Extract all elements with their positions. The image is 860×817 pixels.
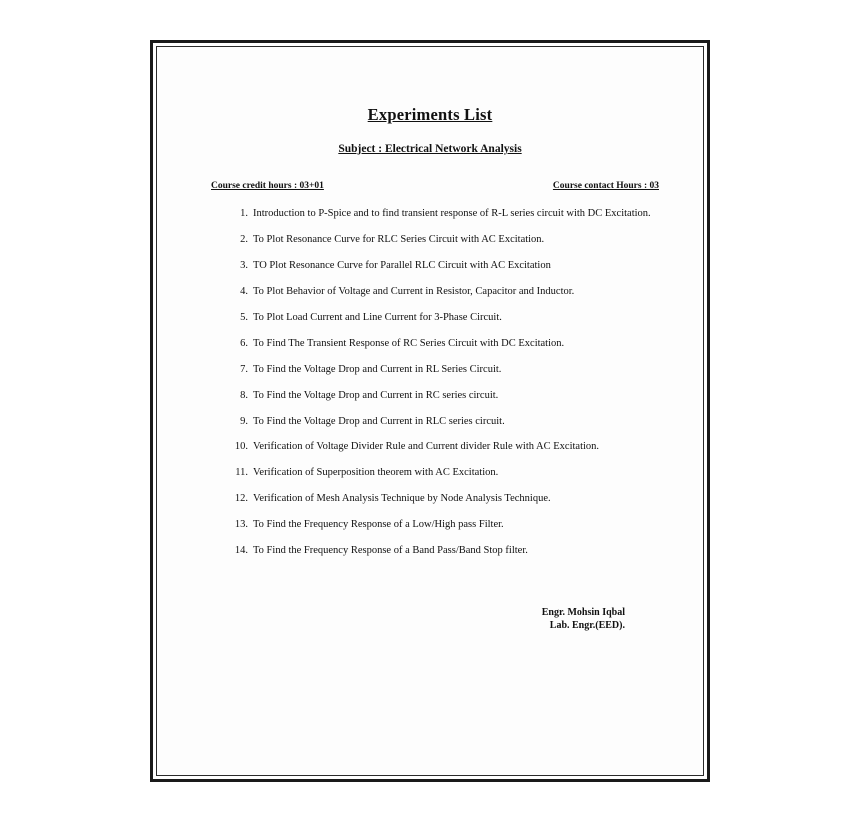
- document-page-border: [156, 46, 704, 776]
- list-item-label: To Find the Frequency Response of a Low/High pass Filter.: [253, 519, 504, 531]
- page-title: Experiments List: [367, 105, 493, 124]
- list-item-label: Verification of Mesh Analysis Technique by Node Analysis Technique.: [253, 493, 551, 505]
- document-page: [150, 40, 710, 782]
- list-item-label: Verification of Superposition theorem with AC Excitation.: [253, 467, 499, 479]
- list-item-number: 13.: [234, 519, 248, 531]
- document-content: [157, 47, 703, 775]
- page-subtitle: Subject : Electrical Network Analysis: [338, 143, 522, 155]
- list-item: [231, 337, 661, 350]
- list-item-label: To Find the Voltage Drop and Current in RL Series Circuit.: [253, 363, 502, 375]
- list-item: [231, 518, 661, 531]
- list-item: [231, 207, 661, 220]
- list-item: [231, 544, 661, 557]
- list-item-label: To Find the Voltage Drop and Current in RC series circuit.: [253, 389, 499, 401]
- list-item: [231, 259, 661, 272]
- list-item: [231, 466, 661, 479]
- list-item-number: 8.: [240, 389, 248, 401]
- list-item-number: 11.: [235, 467, 248, 479]
- list-item-number: 14.: [234, 545, 248, 557]
- list-item-label: To Plot Load Current and Line Current for 3-Phase Circuit.: [253, 311, 502, 323]
- list-item: [231, 311, 661, 324]
- list-item-number: 6.: [240, 337, 248, 349]
- list-item-label: To Plot Behavior of Voltage and Current in Resistor, Capacitor and Inductor.: [253, 285, 575, 297]
- list-item-label: Verification of Voltage Divider Rule and Current divider Rule with AC Excitation.: [253, 441, 600, 453]
- list-item-number: 10.: [234, 441, 248, 453]
- list-item-label: TO Plot Resonance Curve for Parallel RLC Circuit with AC Excitation: [253, 259, 551, 271]
- course-contact-hours: Course contact Hours : 03: [552, 181, 659, 191]
- list-item-label: To Plot Resonance Curve for RLC Series Circuit with AC Excitation.: [253, 233, 545, 245]
- signature-name: Engr. Mohsin Iqbal: [541, 606, 625, 618]
- list-item-number: 2.: [240, 233, 248, 245]
- signature-block: [193, 606, 667, 633]
- list-item-number: 7.: [240, 363, 248, 375]
- list-item: [231, 415, 661, 428]
- list-item-number: 4.: [240, 285, 248, 297]
- list-item-number: 12.: [234, 493, 248, 505]
- list-item-number: 9.: [240, 415, 248, 427]
- list-item-label: Introduction to P-Spice and to find transient response of R-L series circuit with DC Excitation.: [253, 208, 651, 219]
- list-item-number: 1.: [240, 208, 248, 219]
- list-item: [231, 492, 661, 505]
- course-credit-hours: Course credit hours : 03+01: [211, 181, 324, 191]
- list-item-label: To Find the Frequency Response of a Band Pass/Band Stop filter.: [253, 545, 528, 557]
- list-item-number: 3.: [240, 259, 248, 271]
- signature-designation: Lab. Engr.(EED).: [549, 620, 625, 632]
- list-item: [231, 440, 661, 453]
- list-item-label: To Find the Voltage Drop and Current in RLC series circuit.: [253, 415, 505, 427]
- list-item-label: To Find The Transient Response of RC Series Circuit with DC Excitation.: [253, 337, 565, 349]
- list-item-number: 5.: [240, 311, 248, 323]
- list-item: [231, 233, 661, 246]
- list-item: [231, 389, 661, 402]
- list-item: [231, 363, 661, 376]
- course-meta-row: [193, 181, 667, 191]
- experiments-list: [193, 207, 667, 558]
- list-item: [231, 285, 661, 298]
